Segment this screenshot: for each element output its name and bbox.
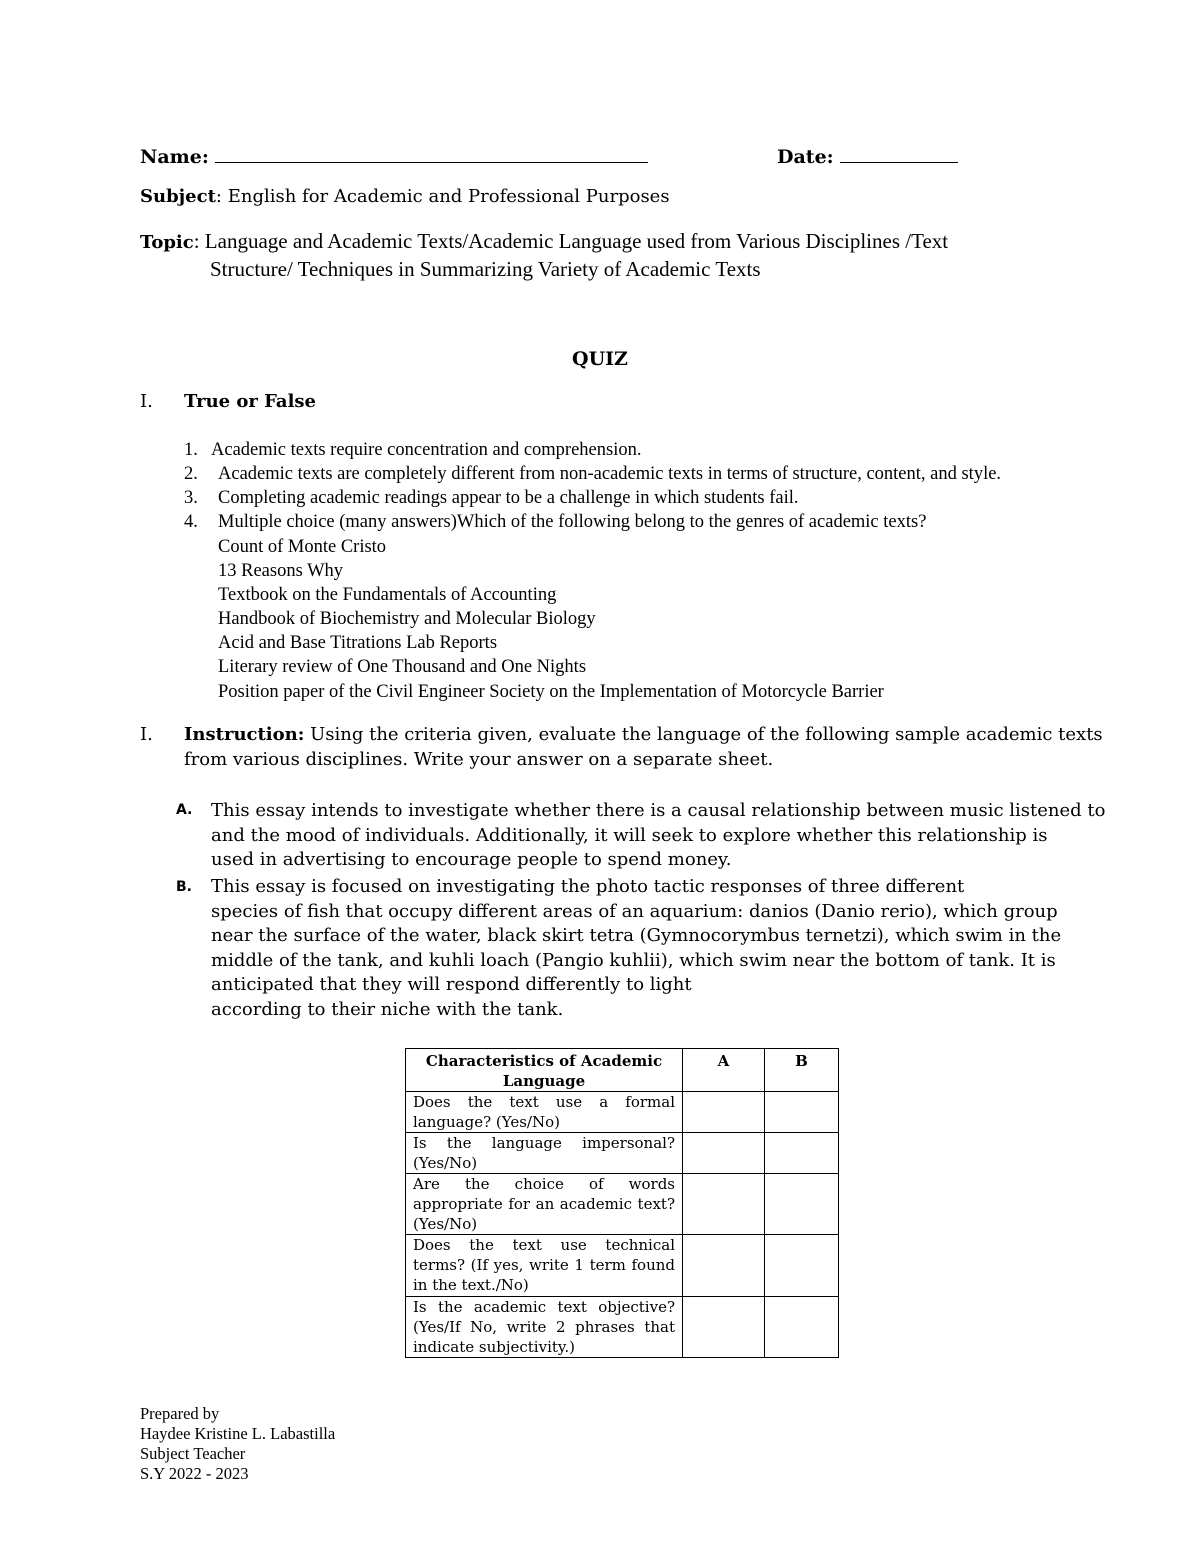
sample-b-line: This essay is focused on investigating the photo tactic responses of three different xyxy=(211,876,965,897)
name-field xyxy=(140,144,648,168)
sample-b-line: anticipated that they will respond differently to light xyxy=(211,974,692,995)
instruction-text-1: Using the criteria given, evaluate the language of the following sample academic texts xyxy=(304,724,1103,745)
instruction-label: Instruction: xyxy=(184,724,305,745)
sample-b-line: species of fish that occupy different areas of an aquarium: danios (Danio rerio), which group xyxy=(211,901,1058,922)
sample-a-line: This essay intends to investigate whether there is a causal relationship between music listened to xyxy=(211,800,1106,821)
teacher-role: Subject Teacher xyxy=(140,1444,246,1463)
part2-roman: I. xyxy=(140,724,153,745)
choice-item: Textbook on the Fundamentals of Accounting xyxy=(218,585,557,605)
header-characteristics: Characteristics of Academic Language xyxy=(406,1049,683,1092)
table-row xyxy=(406,1092,839,1133)
criterion-cell: Does the text use technical terms? (If yes, write 1 term found in the text./No) xyxy=(406,1235,683,1297)
answer-cell-b[interactable] xyxy=(765,1133,839,1174)
sample-a-letter: A. xyxy=(176,802,193,818)
sample-a-line: and the mood of individuals. Additionally, it will seek to explore whether this relationship is xyxy=(211,825,1048,846)
answer-cell-a[interactable] xyxy=(683,1174,765,1235)
subject-value: : English for Academic and Professional Purposes xyxy=(215,186,670,207)
header-b: B xyxy=(765,1049,839,1092)
subject-line xyxy=(140,186,670,207)
item-text: Completing academic readings appear to be a challenge in which students fail. xyxy=(218,488,799,508)
item-text: Academic texts are completely different from non-academic texts in terms of structure, content, and style. xyxy=(218,464,1002,484)
item-number: 3. xyxy=(184,488,198,508)
item-number: 1. xyxy=(184,440,198,460)
sample-a-line: used in advertising to encourage people to spend money. xyxy=(211,849,732,870)
topic-text-1: : Language and Academic Texts/Academic Language used from Various Disciplines /Text xyxy=(193,229,949,253)
topic-line-1 xyxy=(140,229,948,254)
answer-cell-a[interactable] xyxy=(683,1092,765,1133)
date-label: Date: xyxy=(777,146,834,168)
quiz-title: QUIZ xyxy=(572,348,628,370)
item-text: Academic texts require concentration and comprehension. xyxy=(211,440,642,460)
instruction-line-1 xyxy=(184,724,1103,745)
item-text: Multiple choice (many answers)Which of the following belong to the genres of academic texts? xyxy=(218,512,927,532)
sample-b-line: near the surface of the water, black skirt tetra (Gymnocorymbus ternetzi), which swim in the xyxy=(211,925,1062,946)
teacher-name: Haydee Kristine L. Labastilla xyxy=(140,1424,336,1443)
table-row xyxy=(406,1133,839,1174)
school-year: S.Y 2022 - 2023 xyxy=(140,1464,249,1483)
sample-b-line: according to their niche with the tank. xyxy=(211,999,564,1020)
answer-cell-a[interactable] xyxy=(683,1297,765,1358)
choice-item: Count of Monte Cristo xyxy=(218,537,387,557)
item-number: 2. xyxy=(184,464,198,484)
choice-item: Literary review of One Thousand and One Nights xyxy=(218,657,587,677)
criterion-cell: Does the text use a formal language? (Yes/No) xyxy=(406,1092,683,1133)
date-field xyxy=(777,144,958,168)
criterion-cell: Is the academic text objective? (Yes/If No, write 2 phrases that indicate subjectivity.) xyxy=(406,1297,683,1358)
answer-cell-b[interactable] xyxy=(765,1092,839,1133)
item-number: 4. xyxy=(184,512,198,532)
sample-b-line: middle of the tank, and kuhli loach (Pangio kuhlii), which swim near the bottom of tank. It is xyxy=(211,950,1056,971)
part1-roman: I. xyxy=(140,391,153,412)
answer-cell-b[interactable] xyxy=(765,1297,839,1358)
instruction-line-2: from various disciplines. Write your answer on a separate sheet. xyxy=(184,749,774,770)
subject-label: Subject xyxy=(140,186,216,207)
choice-item: Acid and Base Titrations Lab Reports xyxy=(218,633,498,653)
answer-cell-b[interactable] xyxy=(765,1235,839,1297)
name-blank[interactable] xyxy=(215,144,648,163)
table-row xyxy=(406,1235,839,1297)
date-blank[interactable] xyxy=(840,144,958,163)
topic-label: Topic xyxy=(140,232,194,253)
prepared-by-block xyxy=(140,1404,335,1484)
name-label: Name: xyxy=(140,146,209,168)
sample-b-letter: B. xyxy=(176,879,192,895)
criteria-table xyxy=(405,1048,839,1358)
criterion-cell: Are the choice of words appropriate for an academic text? (Yes/No) xyxy=(406,1174,683,1235)
choice-item: 13 Reasons Why xyxy=(218,561,344,581)
header-a: A xyxy=(683,1049,765,1092)
choice-item: Handbook of Biochemistry and Molecular Biology xyxy=(218,609,596,629)
topic-line-2: Structure/ Techniques in Summarizing Variety of Academic Texts xyxy=(210,257,761,281)
table-row xyxy=(406,1297,839,1358)
table-header-row xyxy=(406,1049,839,1092)
answer-cell-b[interactable] xyxy=(765,1174,839,1235)
criterion-cell: Is the language impersonal? (Yes/No) xyxy=(406,1133,683,1174)
prepared-by-label: Prepared by xyxy=(140,1404,220,1423)
table-row xyxy=(406,1174,839,1235)
part1-title: True or False xyxy=(184,391,317,412)
answer-cell-a[interactable] xyxy=(683,1133,765,1174)
answer-cell-a[interactable] xyxy=(683,1235,765,1297)
choice-item: Position paper of the Civil Engineer Society on the Implementation of Motorcycle Barrier xyxy=(218,682,884,702)
